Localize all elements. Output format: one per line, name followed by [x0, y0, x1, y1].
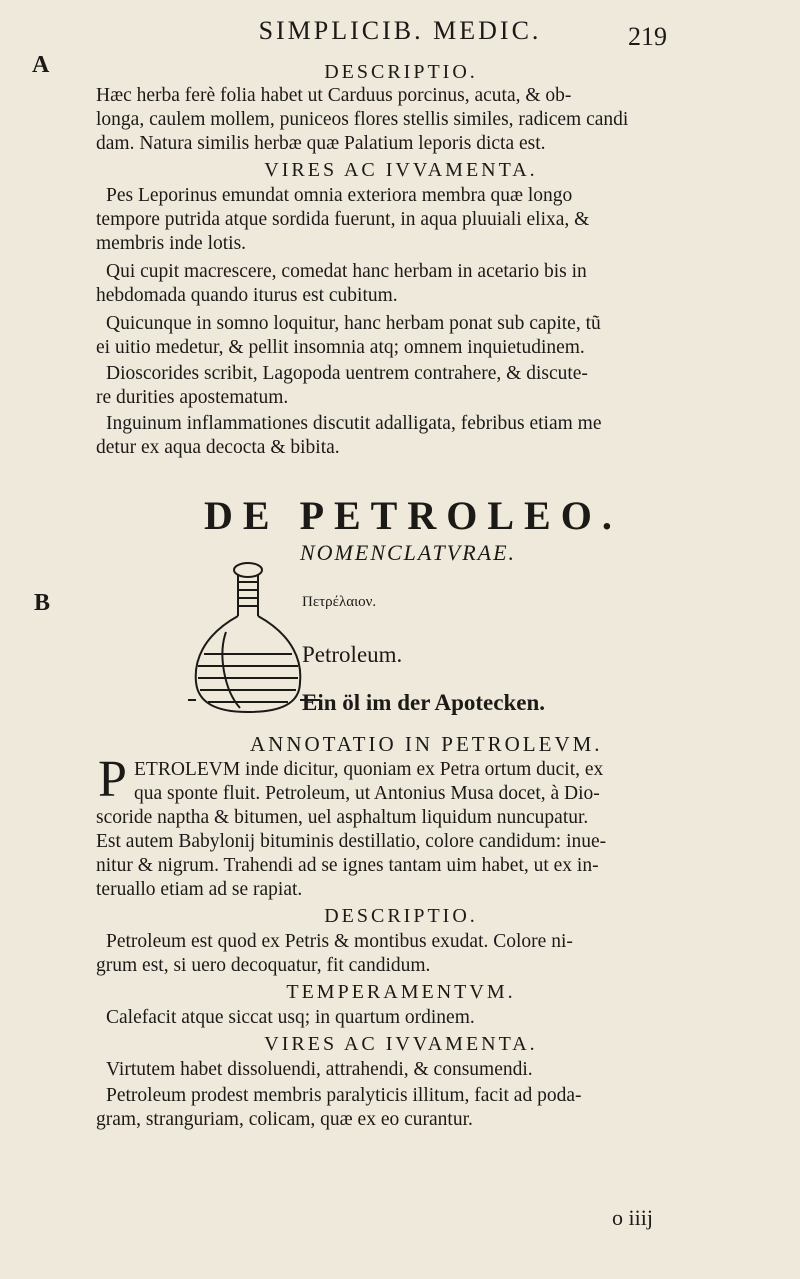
- text-line: Virtutem habet dissoluendi, attrahendi, & consumendi.: [106, 1059, 533, 1080]
- text-line: Hæc herba ferè folia habet ut Carduus porcinus, acuta, & ob-: [96, 85, 572, 106]
- text-line: detur ex aqua decocta & bibita.: [96, 437, 340, 458]
- text-line: Petroleum est quod ex Petris & montibus exudat. Colore ni-: [106, 931, 573, 952]
- heading-temperamentum: TEMPERAMENTVM.: [286, 981, 516, 1003]
- drop-cap: P: [98, 751, 127, 808]
- greek-name: Πετρέλαιον.: [302, 594, 377, 610]
- section-title: DE PETROLEO.: [204, 493, 622, 538]
- text-line: scoride naptha & bitumen, uel asphaltum liquidum nuncupatur.: [96, 807, 589, 828]
- text-line: grum est, si uero decoquatur, fit candidum.: [96, 955, 431, 976]
- text-line: Qui cupit macrescere, comedat hanc herbam in acetario bis in: [106, 261, 587, 282]
- heading-vires: VIRES AC IVVAMENTA.: [264, 159, 538, 181]
- german-name: Ein öl im der Apotecken.: [302, 690, 546, 715]
- text-line: re durities apostematum.: [96, 387, 289, 408]
- signature-mark: o iiij: [612, 1205, 653, 1230]
- heading-descriptio: DESCRIPTIO.: [324, 61, 478, 83]
- text-line: gram, stranguriam, colicam, quæ ex eo curantur.: [96, 1109, 473, 1130]
- flask-illustration: [188, 558, 320, 722]
- text-line: nitur & nigrum. Trahendi ad se ignes tantam uim habet, ut ex in-: [96, 855, 599, 876]
- text-line: qua sponte fluit. Petroleum, ut Antonius Musa docet, à Dio-: [134, 783, 600, 804]
- heading-vires-2: VIRES AC IVVAMENTA.: [264, 1033, 538, 1055]
- page-number: 219: [628, 22, 667, 51]
- text-line: Calefacit atque siccat usq; in quartum ordinem.: [106, 1007, 475, 1028]
- text-line: dam. Natura similis herbæ quæ Palatium leporis dicta est.: [96, 133, 546, 154]
- text-line: Quicunque in somno loquitur, hanc herbam ponat sub capite, tũ: [106, 313, 601, 334]
- text-line: tempore putrida atque sordida fuerunt, in aqua pluuiali elixa, &: [96, 209, 590, 230]
- text-line: ei uitio medetur, & pellit insomnia atq; omnem inquietudinem.: [96, 337, 585, 358]
- text-line: membris inde lotis.: [96, 233, 247, 254]
- annotatio-heading: ANNOTATIO IN PETROLEVM.: [250, 732, 603, 756]
- text-line: ETROLEVM inde dicitur, quoniam ex Petra ortum ducit, ex: [134, 759, 604, 780]
- text-line: Est autem Babylonij bituminis destillatio, colore candidum: inue-: [96, 831, 607, 852]
- text-line: Inguinum inflammationes discutit adalligata, febribus etiam me: [106, 413, 602, 434]
- text-line: hebdomada quando iturus est cubitum.: [96, 285, 398, 306]
- latin-name: Petroleum.: [302, 642, 403, 667]
- nomenclature-heading: NOMENCLATVRAE.: [300, 540, 517, 565]
- text-line: Pes Leporinus emundat omnia exteriora membra quæ longo: [106, 185, 573, 206]
- text-line: Dioscorides scribit, Lagopoda uentrem contrahere, & discute-: [106, 363, 588, 384]
- running-head: SIMPLICIB. MEDIC.: [258, 16, 542, 45]
- heading-descriptio-2: DESCRIPTIO.: [324, 905, 478, 927]
- margin-letter-b: B: [34, 590, 51, 616]
- margin-letter-a: A: [32, 52, 50, 78]
- text-line: teruallo etiam ad se rapiat.: [96, 879, 303, 900]
- text-line: longa, caulem mollem, puniceos flores stellis similes, radicem candi: [96, 109, 629, 130]
- text-line: Petroleum prodest membris paralyticis illitum, facit ad poda-: [106, 1085, 582, 1106]
